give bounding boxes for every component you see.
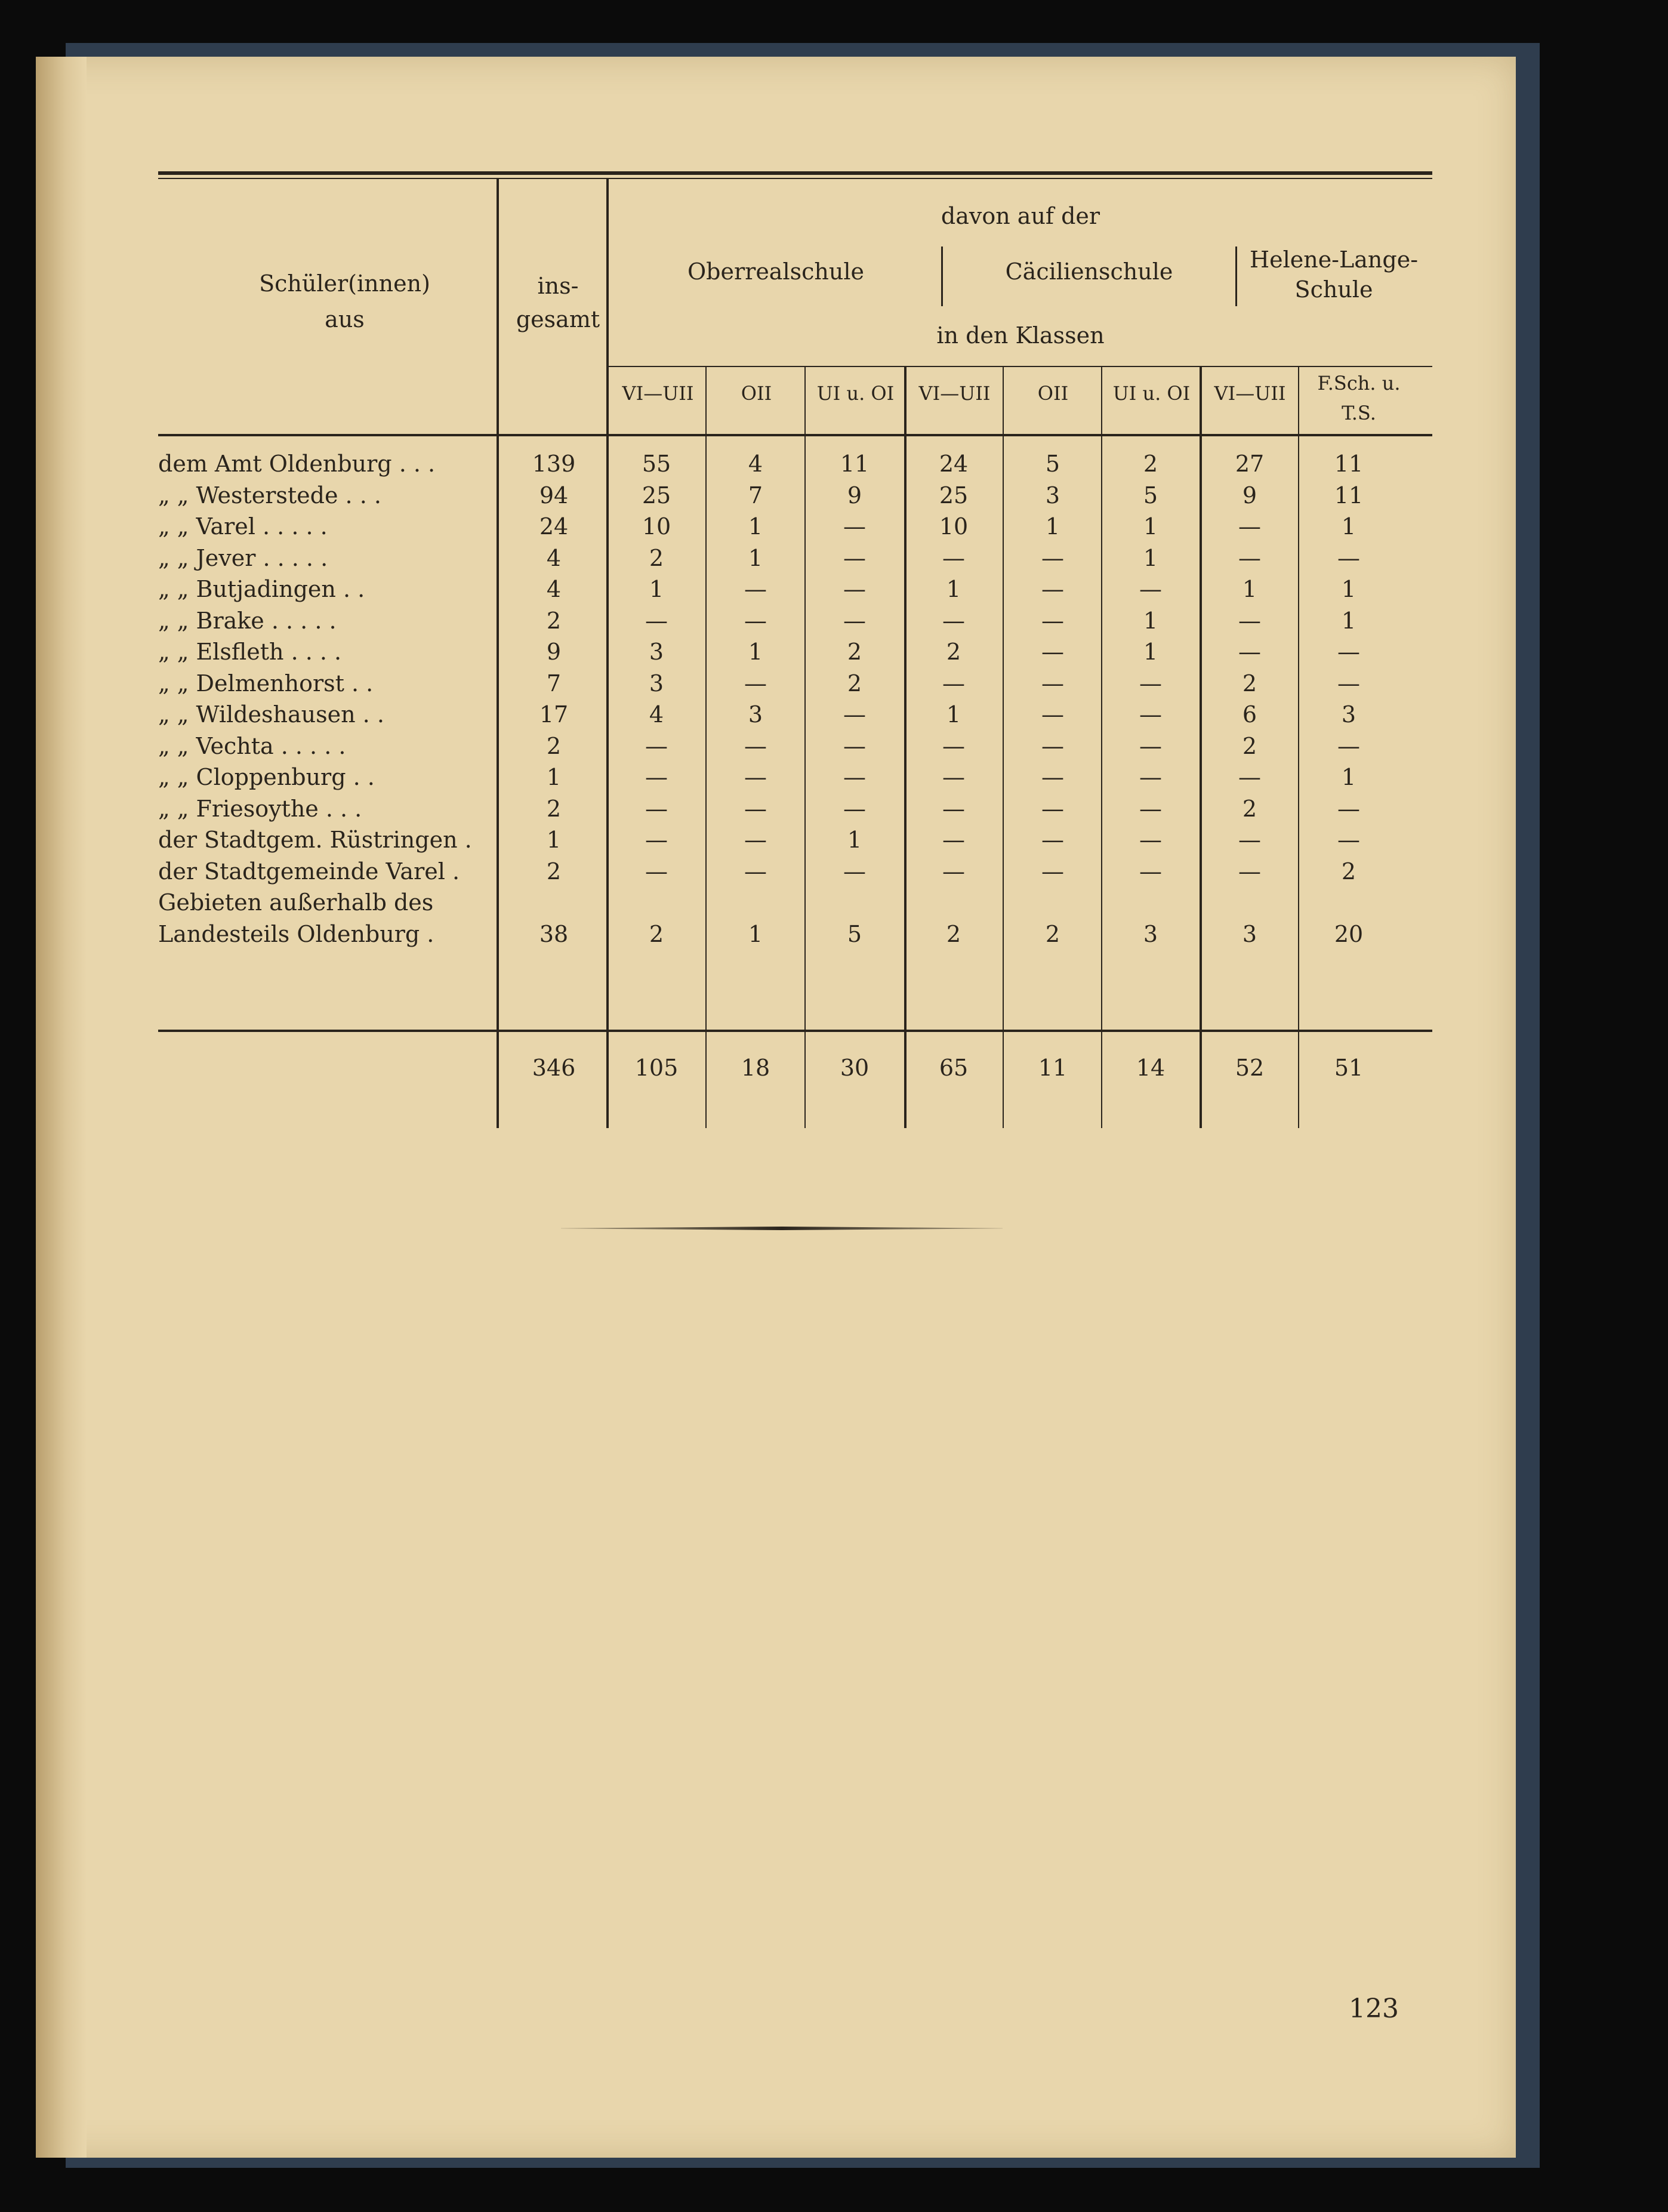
table-cell: — xyxy=(942,607,965,634)
table-cell: 10 xyxy=(939,513,969,540)
row-label: Gebieten außerhalb des xyxy=(158,889,434,916)
table-cell: — xyxy=(645,795,668,822)
table-cell: 1 xyxy=(546,827,562,853)
table-cell: — xyxy=(1139,827,1162,853)
total-cell: 65 xyxy=(939,1055,969,1081)
table-cell: — xyxy=(1041,827,1064,853)
table-cell: 5 xyxy=(1143,482,1158,509)
table-cell: — xyxy=(1041,639,1064,665)
column-divider xyxy=(1200,366,1202,1128)
table-cell: 10 xyxy=(642,513,671,540)
total-cell: 14 xyxy=(1136,1055,1166,1081)
row-label: „ „ Varel . . . . . xyxy=(158,513,328,540)
table-cell: 1 xyxy=(847,827,862,853)
table-cell: — xyxy=(1337,732,1360,759)
table-cell: 1 xyxy=(1341,576,1356,602)
total-cell: 18 xyxy=(741,1055,770,1081)
row-label: „ „ Westerstede . . . xyxy=(158,482,381,509)
table-cell: 1 xyxy=(748,544,763,571)
table-cell: — xyxy=(843,607,866,634)
subheader-rule xyxy=(609,366,1432,367)
school-divider xyxy=(1235,247,1237,306)
table-cell: 1 xyxy=(1341,513,1356,540)
column-divider xyxy=(904,366,907,1128)
table-cell: 17 xyxy=(539,701,569,728)
table-cell: — xyxy=(1139,732,1162,759)
table-cell: — xyxy=(1139,576,1162,602)
table-cell: 1 xyxy=(649,576,664,602)
table-cell: 11 xyxy=(1334,451,1364,477)
table-cell: — xyxy=(645,732,668,759)
total-cell: 346 xyxy=(532,1055,576,1081)
row-label: der Stadtgem. Rüstringen . xyxy=(158,827,472,853)
table-cell: 2 xyxy=(546,858,562,885)
table-cell: 24 xyxy=(539,513,569,540)
table-cell: 38 xyxy=(539,920,569,947)
table-cell: 2 xyxy=(946,639,961,665)
column-divider-thin xyxy=(1101,366,1102,1128)
page-gutter xyxy=(36,57,87,2158)
row-label: „ „ Elsfleth . . . . xyxy=(158,639,342,665)
table-cell: 20 xyxy=(1334,920,1364,947)
table-cell: — xyxy=(1041,670,1064,697)
table-cell: — xyxy=(942,827,965,853)
table-cell: 139 xyxy=(532,451,576,477)
table-cell: — xyxy=(843,764,866,790)
table-cell: 1 xyxy=(546,764,562,790)
table-cell: — xyxy=(1337,544,1360,571)
in-den-klassen-header: in den Klassen xyxy=(936,322,1105,349)
table-cell: 94 xyxy=(539,482,569,509)
table-cell: 1 xyxy=(748,920,763,947)
subcol-label: OII xyxy=(741,382,772,405)
subcol-label: VI—UII xyxy=(622,382,694,405)
table-cell: 5 xyxy=(847,920,862,947)
table-cell: — xyxy=(843,858,866,885)
table-cell: — xyxy=(843,513,866,540)
table-cell: 2 xyxy=(546,607,562,634)
table-cell: 7 xyxy=(748,482,763,509)
row-label: Landesteils Oldenburg . xyxy=(158,920,434,947)
total-cell: 30 xyxy=(840,1055,870,1081)
table-cell: — xyxy=(1041,607,1064,634)
row-label: „ „ Jever . . . . . xyxy=(158,544,328,571)
table-cell: 11 xyxy=(840,451,870,477)
table-cell: 4 xyxy=(649,701,664,728)
table-cell: 5 xyxy=(1045,451,1060,477)
table-cell: — xyxy=(1139,764,1162,790)
row-label: „ „ Wildeshausen . . xyxy=(158,701,384,728)
table-cell: 2 xyxy=(546,732,562,759)
table-cell: — xyxy=(1238,639,1261,665)
total-cell: 52 xyxy=(1235,1055,1265,1081)
table-cell: — xyxy=(1238,607,1261,634)
table-cell: 3 xyxy=(649,639,664,665)
table-cell: — xyxy=(1041,732,1064,759)
table-top-rule-thin xyxy=(158,178,1432,179)
table-cell: 25 xyxy=(939,482,969,509)
table-cell: — xyxy=(1238,858,1261,885)
table-cell: 1 xyxy=(748,639,763,665)
end-ornament-rule xyxy=(561,1227,1003,1230)
caecilienschule-header: Cäcilienschule xyxy=(1005,258,1173,285)
table-cell: — xyxy=(1337,639,1360,665)
table-cell: 1 xyxy=(748,513,763,540)
table-cell: 1 xyxy=(1341,607,1356,634)
table-cell: 2 xyxy=(546,795,562,822)
column-divider-thin xyxy=(1298,366,1299,1128)
table-cell: 1 xyxy=(1045,513,1060,540)
table-cell: — xyxy=(1041,764,1064,790)
table-cell: — xyxy=(942,544,965,571)
table-cell: 4 xyxy=(748,451,763,477)
table-cell: — xyxy=(942,670,965,697)
table-cell: 3 xyxy=(1341,701,1356,728)
subcol-label: T.S. xyxy=(1342,402,1376,424)
table-cell: 2 xyxy=(1242,670,1257,697)
table-cell: 1 xyxy=(946,576,961,602)
table-cell: 9 xyxy=(1242,482,1257,509)
table-cell: 3 xyxy=(1045,482,1060,509)
total-cell: 51 xyxy=(1334,1055,1364,1081)
table-cell: — xyxy=(942,732,965,759)
column-divider xyxy=(606,179,609,1128)
subcol-label: OII xyxy=(1037,382,1069,405)
table-cell: 9 xyxy=(847,482,862,509)
table-cell: — xyxy=(744,670,767,697)
table-cell: — xyxy=(843,544,866,571)
table-cell: — xyxy=(843,795,866,822)
subcol-label: VI—UII xyxy=(1214,382,1286,405)
row-label: „ „ Butjadingen . . xyxy=(158,576,365,602)
table-cell: 6 xyxy=(1242,701,1257,728)
table-cell: — xyxy=(1041,858,1064,885)
table-cell: — xyxy=(843,701,866,728)
row-label: der Stadtgemeinde Varel . xyxy=(158,858,460,885)
table-cell: — xyxy=(1238,764,1261,790)
book-page xyxy=(36,57,1516,2158)
table-cell: 3 xyxy=(1242,920,1257,947)
table-cell: — xyxy=(1041,544,1064,571)
table-cell: — xyxy=(942,764,965,790)
table-cell: — xyxy=(744,858,767,885)
table-cell: — xyxy=(942,795,965,822)
table-cell: 55 xyxy=(642,451,671,477)
row-label: dem Amt Oldenburg . . . xyxy=(158,451,436,477)
subcol-label: VI—UII xyxy=(918,382,991,405)
table-cell: — xyxy=(645,827,668,853)
table-cell: — xyxy=(1139,701,1162,728)
table-cell: 11 xyxy=(1334,482,1364,509)
table-cell: 2 xyxy=(1045,920,1060,947)
table-cell: 2 xyxy=(1242,795,1257,822)
table-cell: — xyxy=(744,607,767,634)
table-cell: 2 xyxy=(847,670,862,697)
table-cell: — xyxy=(744,795,767,822)
helene-lange-header-1: Helene-Lange- xyxy=(1249,247,1419,273)
table-cell: 7 xyxy=(546,670,562,697)
table-cell: 27 xyxy=(1235,451,1265,477)
total-header-2: gesamt xyxy=(516,306,600,332)
table-cell: — xyxy=(1238,544,1261,571)
subcol-label: F.Sch. u. xyxy=(1317,372,1401,395)
column-divider xyxy=(497,179,499,1128)
table-cell: 1 xyxy=(1242,576,1257,602)
total-cell: 105 xyxy=(634,1055,679,1081)
table-cell: — xyxy=(645,764,668,790)
oberrealschule-header: Oberrealschule xyxy=(687,258,864,285)
table-cell: — xyxy=(744,732,767,759)
table-cell: 1 xyxy=(1143,513,1158,540)
header-bottom-rule xyxy=(158,434,1432,436)
total-header-1: ins- xyxy=(537,273,579,299)
table-cell: 2 xyxy=(1242,732,1257,759)
table-cell: 2 xyxy=(649,544,664,571)
table-cell: 24 xyxy=(939,451,969,477)
table-cell: 2 xyxy=(649,920,664,947)
table-cell: 1 xyxy=(1143,544,1158,571)
row-label: „ „ Cloppenburg . . xyxy=(158,764,375,790)
table-cell: — xyxy=(1041,701,1064,728)
row-label: „ „ Brake . . . . . xyxy=(158,607,337,634)
subcol-label: UI u. OI xyxy=(816,382,895,405)
table-cell: — xyxy=(843,576,866,602)
table-cell: — xyxy=(1139,858,1162,885)
totals-rule xyxy=(158,1030,1432,1032)
column-divider-thin xyxy=(1003,366,1004,1128)
column-divider-thin xyxy=(804,366,806,1128)
table-cell: — xyxy=(1139,795,1162,822)
table-cell: 3 xyxy=(649,670,664,697)
total-cell: 11 xyxy=(1038,1055,1068,1081)
row-label: „ „ Delmenhorst . . xyxy=(158,670,374,697)
table-cell: — xyxy=(1337,827,1360,853)
table-cell: 2 xyxy=(847,639,862,665)
table-cell: 4 xyxy=(546,576,562,602)
davon-header: davon auf der xyxy=(941,203,1100,229)
table-cell: — xyxy=(1238,513,1261,540)
subcol-label: UI u. OI xyxy=(1112,382,1191,405)
column-divider-thin xyxy=(705,366,707,1128)
table-cell: — xyxy=(645,858,668,885)
table-cell: 1 xyxy=(946,701,961,728)
table-cell: 2 xyxy=(1341,858,1356,885)
table-cell: — xyxy=(1337,795,1360,822)
table-top-rule xyxy=(158,171,1432,175)
table-cell: 1 xyxy=(1143,639,1158,665)
table-cell: — xyxy=(843,732,866,759)
table-cell: 2 xyxy=(1143,451,1158,477)
helene-lange-header-2: Schule xyxy=(1294,276,1373,303)
table-cell: 2 xyxy=(946,920,961,947)
table-cell: — xyxy=(645,607,668,634)
table-cell: — xyxy=(744,576,767,602)
table-cell: 9 xyxy=(546,639,562,665)
page-number: 123 xyxy=(1349,1994,1399,2024)
table-cell: — xyxy=(1337,670,1360,697)
table-cell: 3 xyxy=(748,701,763,728)
table-cell: — xyxy=(744,827,767,853)
table-cell: — xyxy=(1238,827,1261,853)
table-cell: 1 xyxy=(1143,607,1158,634)
table-cell: — xyxy=(1041,576,1064,602)
row-label: „ „ Friesoythe . . . xyxy=(158,795,362,822)
table-cell: — xyxy=(1139,670,1162,697)
table-cell: 25 xyxy=(642,482,671,509)
row-label-header-2: aus xyxy=(325,306,365,332)
table-cell: 4 xyxy=(546,544,562,571)
table-cell: 3 xyxy=(1143,920,1158,947)
row-label: „ „ Vechta . . . . . xyxy=(158,732,346,759)
table-cell: — xyxy=(1041,795,1064,822)
table-cell: — xyxy=(942,858,965,885)
table-cell: — xyxy=(744,764,767,790)
table-cell: 1 xyxy=(1341,764,1356,790)
school-divider xyxy=(941,247,943,306)
row-label-header-1: Schüler(innen) xyxy=(259,270,430,297)
